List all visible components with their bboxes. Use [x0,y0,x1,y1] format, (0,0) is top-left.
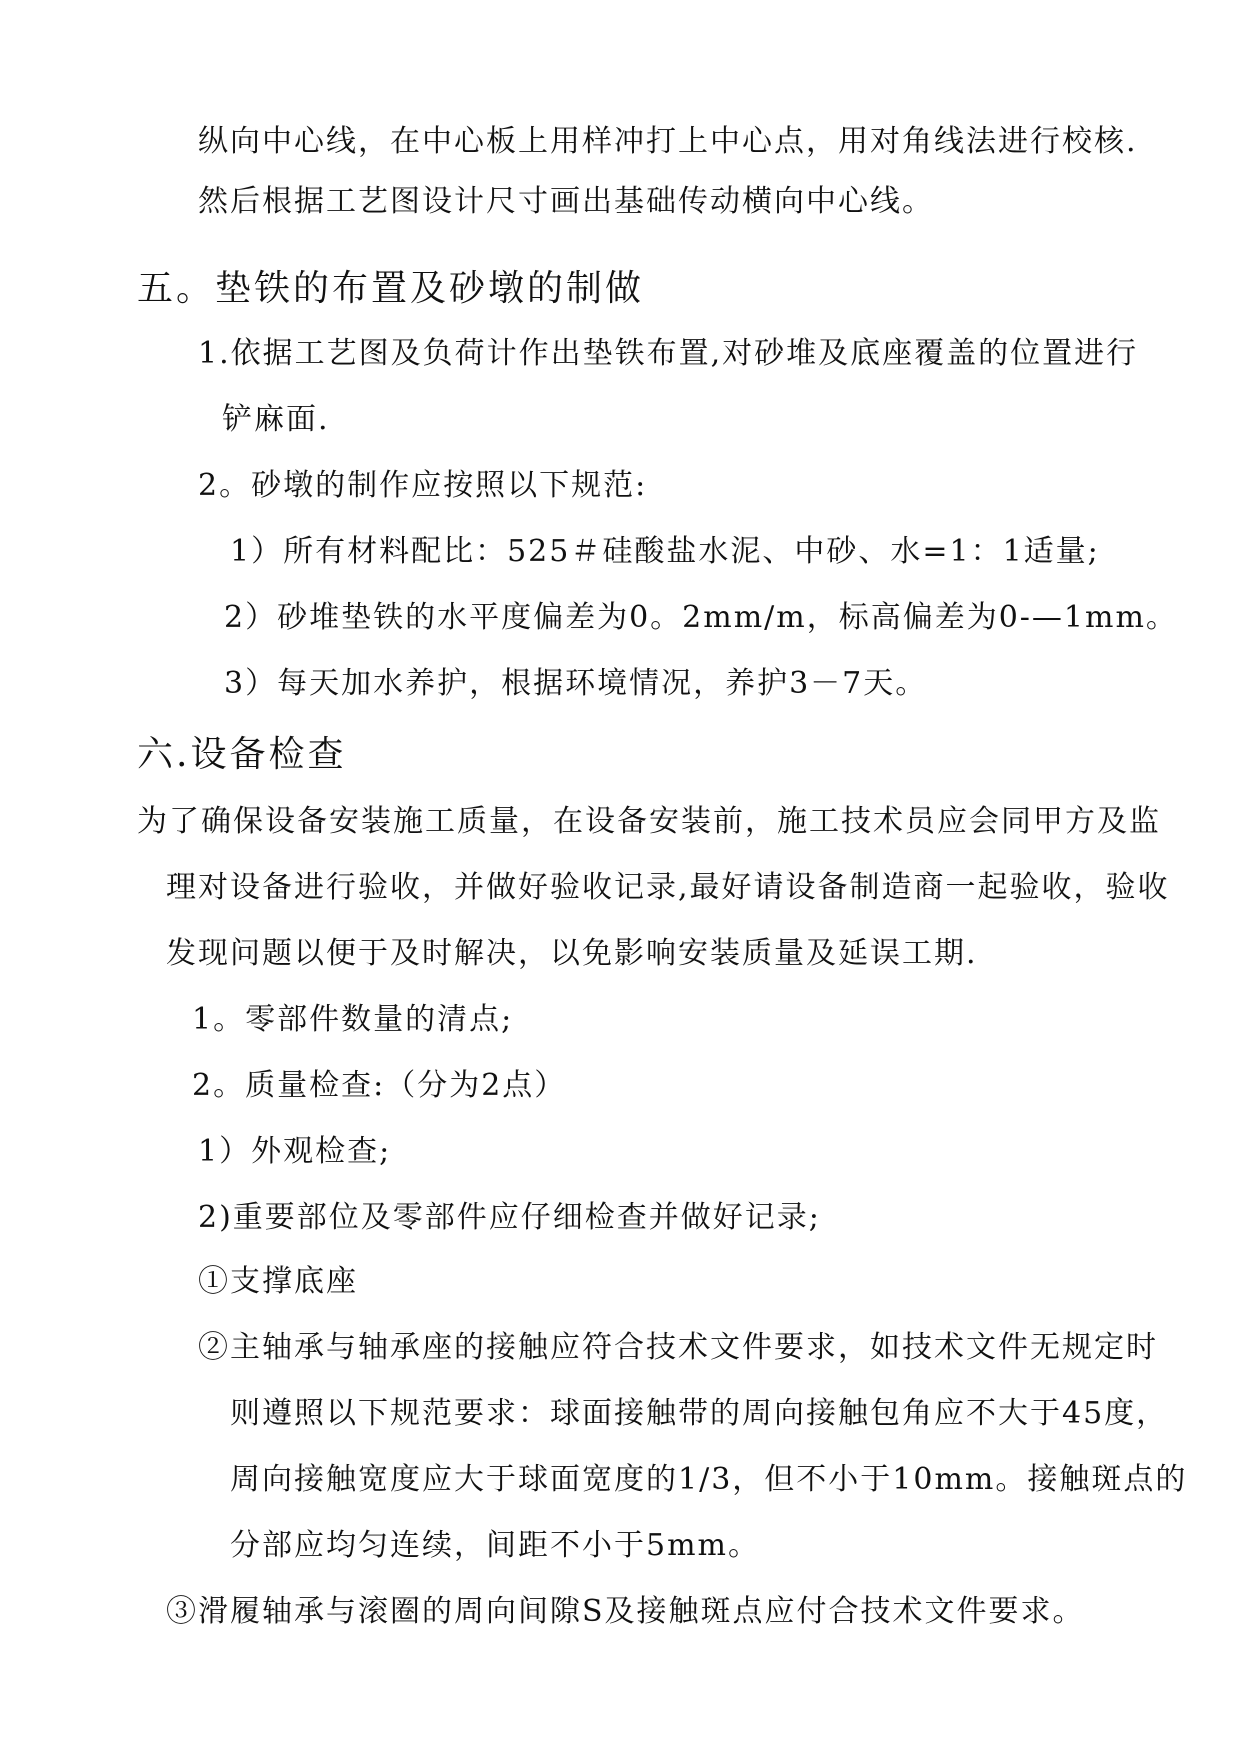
numbered-item: ②主轴承与轴承座的接触应符合技术文件要求，如技术文件无规定时 [198,1330,1158,1365]
list-item-continuation: 铲麻面. [222,402,330,437]
section-heading-6: 六.设备检查 [137,734,347,775]
paragraph-line: 为了确保设备安装施工质量，在设备安装前，施工技术员应会同甲方及监 [137,804,1161,839]
list-item: 2。砂墩的制作应按照以下规范: [198,468,648,503]
numbered-item: ①支撑底座 [198,1264,358,1299]
sub-list-item: 2）砂堆垫铁的水平度偏差为0。2mm/m，标高偏差为0-—1mm。 [224,600,1178,635]
sub-list-item: 3）每天加水养护，根据环境情况，养护3－7天。 [224,666,928,701]
numbered-item: ③滑履轴承与滚圈的周向间隙S及接触斑点应付合技术文件要求。 [166,1594,1085,1629]
numbered-item-continuation: 周向接触宽度应大于球面宽度的1/3，但不小于10mm。接触斑点的 [230,1462,1188,1497]
paragraph-line: 然后根据工艺图设计尺寸画出基础传动横向中心线。 [198,184,934,219]
list-item: 2。质量检查:（分为2点） [192,1068,567,1103]
sub-list-item: 1）外观检查; [198,1134,392,1169]
paragraph-line: 纵向中心线，在中心板上用样冲打上中心点，用对角线法进行校核. [198,124,1138,159]
section-heading-5: 五。垫铁的布置及砂墩的制做 [137,268,645,309]
sub-list-item: 2)重要部位及零部件应仔细检查并做好记录; [198,1200,821,1235]
paragraph-line: 发现问题以便于及时解决，以免影响安装质量及延误工期. [166,936,978,971]
numbered-item-continuation: 分部应均匀连续，间距不小于5mm。 [230,1528,760,1563]
sub-list-item: 1）所有材料配比：525＃硅酸盐水泥、中砂、水=1：1适量; [230,534,1100,569]
list-item: 1。零部件数量的清点; [192,1002,514,1037]
paragraph-line: 理对设备进行验收，并做好验收记录,最好请设备制造商一起验收，验收 [166,870,1170,905]
list-item: 1.依据工艺图及负荷计作出垫铁布置,对砂堆及底座覆盖的位置进行 [198,336,1139,371]
numbered-item-continuation: 则遵照以下规范要求：球面接触带的周向接触包角应不大于45度， [230,1396,1169,1431]
